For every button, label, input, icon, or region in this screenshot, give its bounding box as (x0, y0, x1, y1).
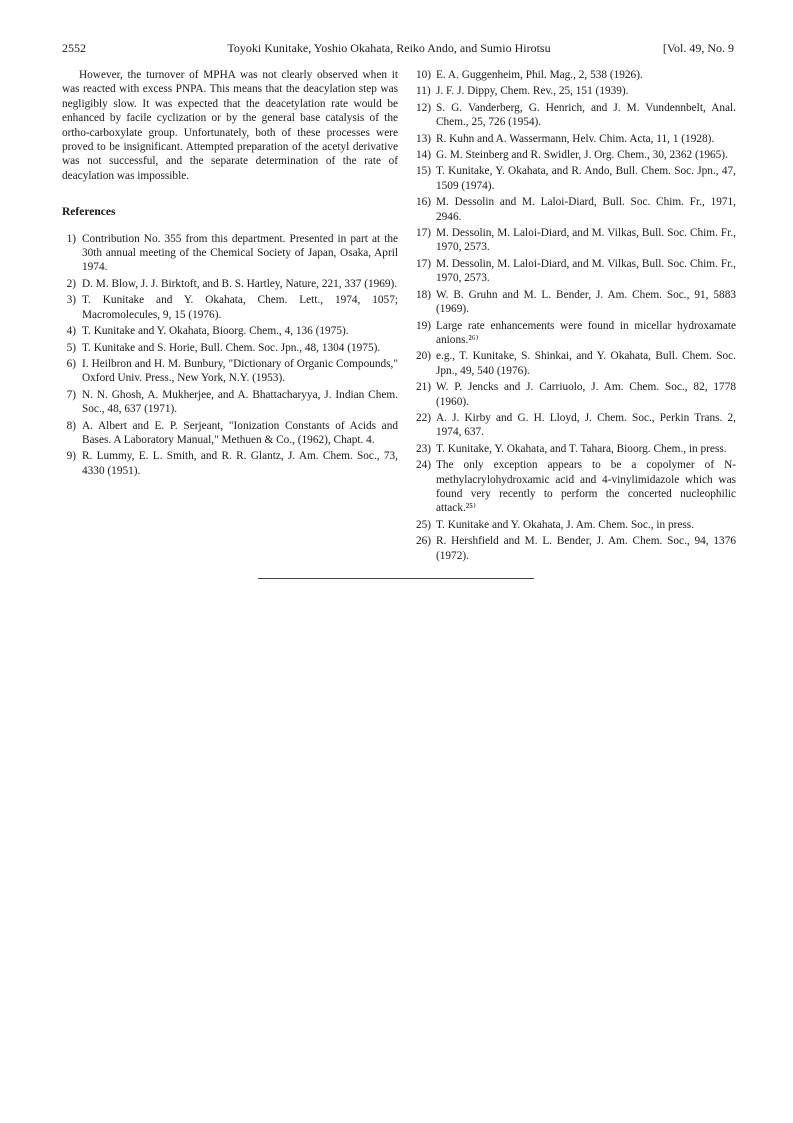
page-number: 2552 (62, 41, 86, 55)
reference-item (416, 84, 736, 98)
reference-text: E. A. Guggenheim, Phil. Mag., 2, 538 (1926). (436, 69, 643, 81)
reference-text: T. Kunitake, Y. Okahata, and R. Ando, Bull. Chem. Soc. Jpn., 47, 1509 (1974). (436, 165, 736, 192)
reference-number: 11) (416, 85, 431, 98)
reference-number: 6) (66, 357, 76, 370)
left-column (62, 68, 398, 480)
reference-text: T. Kunitake and Y. Okahata, J. Am. Chem. Soc., in press. (436, 518, 695, 531)
reference-number: 17) (416, 257, 432, 270)
reference-text: G. M. Steinberg and R. Swidler, J. Org. Chem., 30, 2362 (1965). (436, 149, 728, 162)
reference-text: N. N. Ghosh, A. Mukherjee, and A. Bhattacharyya, J. Indian Chem. Soc., 48, 637 (1971). (82, 388, 398, 416)
reference-text: T. Kunitake and S. Horie, Bull. Chem. Soc. Jpn., 48, 1304 (1975). (82, 341, 381, 354)
reference-item (416, 534, 736, 563)
reference-number: 17) (416, 227, 432, 240)
reference-number: 10) (416, 69, 432, 81)
reference-number: 12) (416, 101, 432, 114)
reference-number: 4) (66, 325, 76, 338)
reference-text: D. M. Blow, J. J. Birktoft, and B. S. Hartley, Nature, 221, 337 (1969). (82, 277, 398, 290)
right-column (416, 68, 736, 565)
reference-number: 24) (416, 459, 432, 472)
reference-item (62, 324, 398, 338)
reference-number: 16) (416, 196, 432, 209)
reference-text: T. Kunitake, Y. Okahata, and T. Tahara, Bioorg. Chem., in press. (436, 442, 727, 455)
reference-item (416, 164, 736, 193)
reference-number: 13) (416, 132, 432, 145)
reference-item (416, 288, 736, 317)
reference-text: R. Lummy, E. L. Smith, and R. R. Glantz, J. Am. Chem. Soc., 73, 4330 (1951). (82, 450, 398, 477)
reference-number: 8) (66, 419, 76, 432)
reference-text: W. P. Jencks and J. Carriuolo, J. Am. Chem. Soc., 82, 1778 (1960). (436, 381, 736, 408)
reference-item (416, 349, 736, 378)
reference-item (416, 411, 736, 440)
reference-number: 23) (416, 442, 432, 455)
reference-item (416, 458, 736, 516)
reference-text: T. Kunitake and Y. Okahata, Chem. Lett., 1974, 1057; Macromolecules, 9, 15 (1976). (82, 294, 398, 321)
reference-number: 3) (66, 294, 76, 307)
reference-item (416, 226, 736, 255)
reference-item (416, 148, 736, 162)
reference-item (416, 380, 736, 409)
reference-number: 22) (416, 411, 432, 424)
references-list-right (416, 68, 736, 563)
reference-number: 20) (416, 350, 432, 363)
reference-item (62, 388, 398, 417)
reference-text: The only exception appears to be a copolymer of N-methylacrylohydroxamic acid and 4-vinylimidazole which was found very recently to perform the concerted nucleophilic attack.²⁵⁾ (436, 459, 736, 515)
end-of-article-rule (258, 578, 534, 579)
reference-text: W. B. Gruhn and M. L. Bender, J. Am. Chem. Soc., 91, 5883 (1969). (436, 288, 736, 316)
reference-item (416, 257, 736, 286)
reference-number: 15) (416, 165, 432, 178)
reference-number: 7) (66, 388, 76, 401)
references-list-left (62, 232, 398, 479)
reference-number: 18) (416, 288, 432, 301)
running-head-authors: Toyoki Kunitake, Yoshio Okahata, Reiko Ando, and Sumio Hirotsu (227, 41, 551, 55)
body-paragraph: However, the turnover of MPHA was not clearly observed when it was reacted with excess PNPA. This means that the deacylation step was negligibly slow. It was expected that the deacetylation rate would be enhanced by facile cyclization or by the general base catalysis of the ortho-carboxylate group. Unfortunately, both of these processes were proved to be insignificant. Attempted preparation of the acetyl derivative was not successful, and the separate determination of the rate of deacylation was impossible. (62, 69, 398, 182)
reference-text: A. Albert and E. P. Serjeant, "Ionization Constants of Acids and Bases. A Laboratory Manual," Methuen & Co., (1962), Chapt. 4. (82, 419, 398, 446)
reference-number: 25) (416, 518, 432, 531)
reference-text: M. Dessolin, M. Laloi-Diard, and M. Vilkas, Bull. Soc. Chim. Fr., 1970, 2573. (436, 227, 736, 254)
running-head (62, 40, 734, 56)
reference-item (416, 319, 736, 348)
reference-item (62, 293, 398, 322)
reference-number: 26) (416, 535, 432, 548)
reference-number: 9) (66, 450, 76, 463)
reference-number: 19) (416, 319, 432, 332)
reference-item (62, 232, 398, 275)
reference-text: M. Dessolin, M. Laloi-Diard, and M. Vilkas, Bull. Soc. Chim. Fr., 1970, 2573. (436, 257, 736, 285)
references-heading: References (62, 206, 116, 219)
reference-text: Contribution No. 355 from this department. Presented in part at the 30th annual meeting of the Chemical Society of Japan, Osaka, April 1974. (82, 232, 398, 274)
reference-number: 2) (66, 277, 76, 290)
volume-issue: [Vol. 49, No. 9 (662, 41, 734, 55)
reference-item (416, 68, 736, 82)
reference-text: T. Kunitake and Y. Okahata, Bioorg. Chem., 4, 136 (1975). (82, 325, 349, 338)
reference-text: Large rate enhancements were found in micellar hydroxamate anions.²⁶⁾ (436, 319, 736, 346)
reference-text: S. G. Vanderberg, G. Henrich, and J. M. Vundennbelt, Anal. Chem., 25, 726 (1954). (436, 101, 736, 129)
reference-text: R. Hershfield and M. L. Bender, J. Am. Chem. Soc., 94, 1376 (1972). (436, 535, 736, 562)
reference-item (416, 101, 736, 130)
reference-text: e.g., T. Kunitake, S. Shinkai, and Y. Okahata, Bull. Chem. Soc. Jpn., 49, 540 (1976). (436, 350, 736, 377)
reference-item (416, 442, 736, 456)
reference-item (62, 341, 398, 355)
reference-item (416, 195, 736, 224)
reference-item (62, 357, 398, 386)
reference-number: 5) (66, 341, 76, 354)
reference-item (416, 132, 736, 146)
reference-text: M. Dessolin and M. Laloi-Diard, Bull. Soc. Chim. Fr., 1971, 2946. (436, 196, 736, 223)
reference-text: A. J. Kirby and G. H. Lloyd, J. Chem. Soc., Perkin Trans. 2, 1974, 637. (436, 411, 736, 439)
reference-text: J. F. J. Dippy, Chem. Rev., 25, 151 (1939). (436, 85, 629, 98)
reference-text: I. Heilbron and H. M. Bunbury, "Dictionary of Organic Compounds," Oxford Univ. Press., New York, N.Y. (1953). (82, 357, 398, 385)
reference-item (416, 518, 736, 532)
reference-item (62, 419, 398, 448)
reference-number: 1) (66, 232, 76, 245)
reference-item (62, 449, 398, 478)
reference-item (62, 277, 398, 291)
reference-number: 21) (416, 381, 432, 394)
reference-text: R. Kuhn and A. Wassermann, Helv. Chim. Acta, 11, 1 (1928). (436, 132, 715, 145)
reference-number: 14) (416, 149, 432, 162)
